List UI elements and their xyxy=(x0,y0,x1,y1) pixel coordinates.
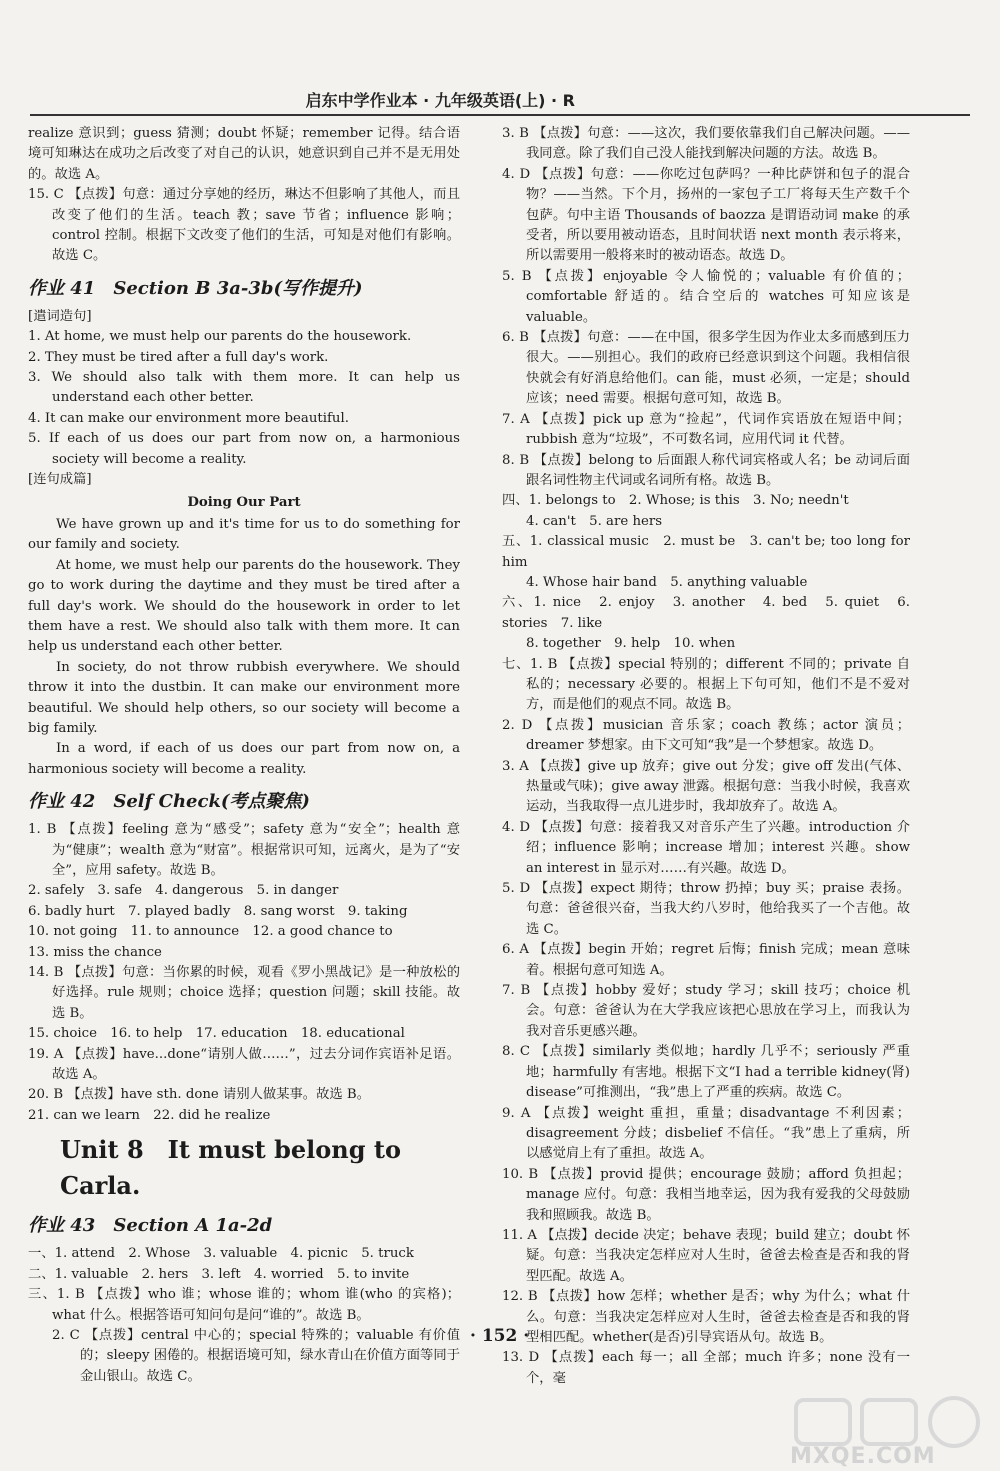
answer-item: 5. B 【点拨】enjoyable 令人愉悦的；valuable 有价值的；comfortable 舒适的。结合空后的 watches 可知应该是 valuable。 xyxy=(502,268,910,325)
answer-item: 三、1. B 【点拨】who 谁；whose 谁的；whom 谁(who 的宾格)；what 什么。根据答语可知问句是问“谁的”。故选 B。 xyxy=(28,1287,460,1323)
sentence-2: 2. They must be tired after a full day's work. xyxy=(28,349,329,365)
answer-item: 3. A 【点拨】give up 放弃；give out 分发；give off 发出(气体、热量或气味)；give away 泄露。根据句意：当我小时候，我喜欢运动，当我取得一点儿进步时，我却放弃了。故选 A。 xyxy=(502,758,910,815)
answer-item: 1. B 【点拨】feeling 意为“感受”；safety 意为“安全”；health 意为“健康”；wealth 意为“财富”。根据常识可知，远离火，是为了“安全”，应用 safety。故选 B。 xyxy=(28,822,460,878)
left-cont-1: realize 意识到；guess 猜测；doubt 怀疑；remember 记得。结合语境可知琳达在成功之后改变了对自己的认识，她意识到自己并不是无用处的。故选 A。 xyxy=(28,126,460,182)
answer-item: 6. B 【点拨】句意：——在中国，很多学生因为作业太多而感到压力很大。——别担心。我们的政府已经意识到这个问题。我相信很快就会有好消息给他们。can 能，must 必须，一定是；should 应该；need 需要。根据句意可知，故选 B。 xyxy=(502,330,910,407)
answer-item: 4. D 【点拨】句意：接着我又对音乐产生了兴趣。introduction 介绍；influence 影响；increase 增加；interest 兴趣。show an interest in 显示对……有兴趣。故选 D。 xyxy=(502,819,910,876)
answer-item: 4. Whose hair band 5. anything valuable xyxy=(526,574,808,590)
essay-paragraph-4: In a word, if each of us does our part from now on, a harmonious society will become a reality. xyxy=(28,741,460,777)
answer-item: 20. B 【点拨】have sth. done 请别人做某事。故选 B。 xyxy=(28,1087,370,1103)
section-heading-41: 作业 41 Section B 3a-3b(写作提升) xyxy=(28,277,363,299)
answer-item: 4. can't 5. are hers xyxy=(526,513,663,529)
answer-item: 10. not going 11. to announce 12. a good chance to xyxy=(28,924,393,940)
essay-paragraph-2: At home, we must help our parents do the housework. They go to work during the daytime and they must be tired after a full day's work. We should do the housework in order to let them have a rest. We should also talk with them more. It can help us understand each other better. xyxy=(28,557,460,655)
answer-item: 四、1. belongs to 2. Whose; is this 3. No; needn't xyxy=(502,493,849,509)
answer-item: 21. can we learn 22. did he realize xyxy=(28,1107,271,1123)
sentence-4: 4. It can make our environment more beautiful. xyxy=(28,410,349,426)
essay-paragraph-3: In society, do not throw rubbish everywhere. We should throw it into the dustbin. It can make our environment more beautiful. We should help others, so our society will become a big family. xyxy=(28,659,460,736)
sentence-3: 3. We should also talk with them more. It can help us understand each other better. xyxy=(28,370,460,406)
header-title: 启东中学作业本 · 九年级英语(上) · R xyxy=(305,91,575,110)
answer-item: 15. choice 16. to help 17. education 18. educational xyxy=(28,1026,405,1042)
answer-item: 3. B 【点拨】句意：——这次，我们要依靠我们自己解决问题。——我同意。除了我们自己没人能找到解决问题的方法。故选 B。 xyxy=(502,126,910,162)
answer-item: 9. A 【点拨】weight 重担，重量；disadvantage 不利因素；disagreement 分歧；disbelief 不信任。“我”患上了重病，所以感觉肩上有了重担。故选 A。 xyxy=(502,1105,910,1162)
answer-item: 12. B 【点拨】how 怎样；whether 是否；why 为什么；what 什么。句意：当我决定怎样应对人生时，爸爸去检查是否和我的肾型相匹配。whether(是否)引导宾语从句。故选 B。 xyxy=(502,1289,910,1345)
section-heading-43: 作业 43 Section A 1a-2d xyxy=(28,1215,273,1237)
answer-item: 14. B 【点拨】句意：当你累的时候，观看《罗小黑战记》是一种放松的好选择。rule 规则；choice 选择；question 问题；skill 技能。故选 B。 xyxy=(28,965,460,1021)
sentence-1: 1. At home, we must help our parents do the housework. xyxy=(28,329,412,345)
answer-item: 7. B 【点拨】hobby 爱好；study 学习；skill 技巧；choice 机会。句意：爸爸认为在大学我应该把心思放在学习上，而我认为我对音乐更感兴趣。 xyxy=(502,983,910,1039)
answer-item: 2. C 【点拨】central 中心的；special 特殊的；valuable 有价值的；sleepy 困倦的。根据语境可知，绿水青山在价值方面等同于金山银山。故选 C。 xyxy=(52,1327,460,1384)
running-header xyxy=(30,84,970,116)
section-heading-42: 作业 42 Self Check(考点聚焦) xyxy=(28,791,310,813)
answer-item: 2. safely 3. safe 4. dangerous 5. in danger xyxy=(28,883,339,899)
answer-item: 5. D 【点拨】expect 期待；throw 扔掉；buy 买；praise 表扬。句意：爸爸很兴奋，当我大约八岁时，他给我买了一个吉他。故选 C。 xyxy=(502,881,910,937)
answer-item: 8. together 9. help 10. when xyxy=(526,636,736,652)
answer-item: 六、1. nice 2. enjoy 3. another 4. bed 5. quiet 6. stories 7. like xyxy=(502,595,910,631)
answer-item: 8. C 【点拨】similarly 类似地；hardly 几乎不；seriously 严重地；harmfully 有害地。根据下文“I had a terrible kidney(肾) disease”可推测出，“我”患上了严重的疾病。故选 C。 xyxy=(502,1044,910,1101)
answer-item: 19. A 【点拨】have...done“请别人做……”，过去分词作宾语补足语。故选 A。 xyxy=(28,1046,460,1083)
answer-item: 13. miss the chance xyxy=(28,944,162,960)
answer-item: 10. B 【点拨】provid 提供；encourage 鼓励；afford 负担起；manage 应付。句意：我相当地幸运，因为我有爱我的父母鼓励我和照顾我。故选 B。 xyxy=(502,1166,910,1223)
answer-item: 13. D 【点拨】each 每一；all 全部；much 许多；none 没有一个，毫 xyxy=(502,1350,910,1386)
answer-item: 11. A 【点拨】decide 决定；behave 表现；build 建立；doubt 怀疑。句意：当我决定怎样应对人生时，爸爸去检查是否和我的肾型匹配。故选 A。 xyxy=(502,1227,911,1284)
answer-item: 一、1. attend 2. Whose 3. valuable 4. picnic 5. truck xyxy=(28,1246,414,1262)
answer-item: 6. A 【点拨】begin 开始；regret 后悔；finish 完成；mean 意味着。根据句意可知选 A。 xyxy=(502,942,910,978)
answer-item: 二、1. valuable 2. hers 3. left 4. worried 5. to invite xyxy=(28,1266,410,1282)
answer-item: 6. badly hurt 7. played badly 8. sang worst 9. taking xyxy=(28,903,408,919)
answer-item: 五、1. classical music 2. must be 3. can't be; too long for him xyxy=(502,534,910,570)
answer-item: 4. D 【点拨】句意：——你吃过包萨吗？一种比萨饼和包子的混合物？——当然。下个月，扬州的一家包子工厂将每天生产数千个包萨。句中主语 Thousands of baozza 是谓语动词 make 的承受者，所以要用被动语态，且时间状语 next month 表示将来，所以需要用一般将来时的被动语态。故选 D。 xyxy=(502,166,910,264)
subheading-sentences: [遣词造句] xyxy=(28,308,92,324)
essay-title: Doing Our Part xyxy=(187,494,301,510)
left-column xyxy=(28,124,460,1387)
answer-item: 7. A 【点拨】pick up 意为“捡起”，代词作宾语放在短语中间；rubbish 意为“垃圾”，不可数名词，应用代词 it 代替。 xyxy=(502,411,910,448)
page-number: · 152 · xyxy=(470,1326,530,1346)
subheading-essay: [连句成篇] xyxy=(28,472,92,488)
answer-item: 七、1. B 【点拨】special 特别的；different 不同的；private 自私的；necessary 必要的。根据上下句可知，他们不是不爱对方，而是他们的观点不同。故选 B。 xyxy=(502,656,910,713)
left-cont-2: 15. C 【点拨】句意：通过分享她的经历，琳达不但影响了其他人，而且改变了他们的生活。teach 教；save 节省；influence 影响；control 控制。根据下文改变了他们的生活，可知是对他们有影响。故选 C。 xyxy=(28,187,460,264)
right-column xyxy=(502,124,910,1389)
answer-item: 2. D 【点拨】musician 音乐家；coach 教练；actor 演员；dreamer 梦想家。由下文可知“我”是一个梦想家。故选 D。 xyxy=(502,717,910,754)
unit-title: Unit 8 It must belong to Carla. xyxy=(60,1135,401,1201)
watermark-text: MXQE.COM xyxy=(790,1444,936,1469)
sentence-5: 5. If each of us does our part from now on, a harmonious society will become a reality. xyxy=(28,431,460,467)
answer-item: 8. B 【点拨】belong to 后面跟人称代词宾格或人名；be 动词后面跟名词性物主代词或名词所有格。故选 B。 xyxy=(502,452,910,488)
essay-paragraph-1: We have grown up and it's time for us to do something for our family and society. xyxy=(28,516,460,553)
